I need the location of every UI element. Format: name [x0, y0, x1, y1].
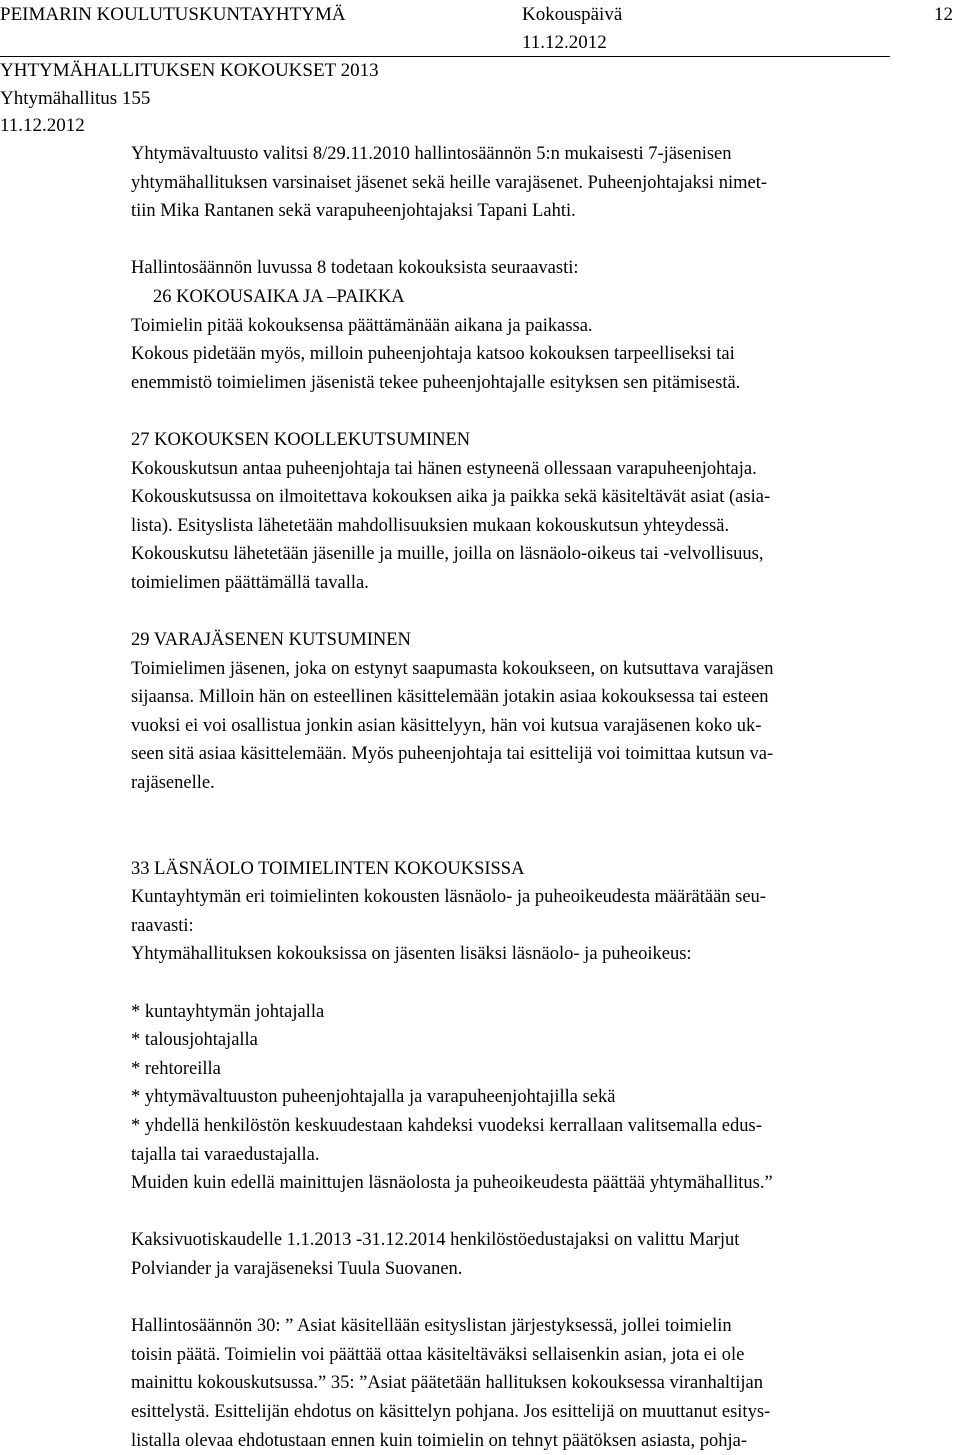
text-line: mainittu kokouskutsussa.” 35: ”Asiat päätetään hallituksen kokouksessa viranhaltijan: [131, 1373, 763, 1394]
text-line: rajäsenelle.: [131, 773, 215, 794]
text-line: Kokous pidetään myös, milloin puheenjohtaja katsoo kokouksen tarpeelliseksi tai: [131, 344, 735, 365]
text-line: Yhtymävaltuusto valitsi 8/29.11.2010 hallintosäännön 5:n mukaisesti 7-jäsenisen: [131, 144, 732, 164]
text-line: Hallintosäännön luvussa 8 todetaan kokouksista seuraavasti:: [131, 258, 579, 279]
text-line: esittelystä. Esittelijän ehdotus on käsittelyn pohjana. Jos esittelijä on muuttanut esitys-: [131, 1401, 771, 1422]
section-heading: 29 VARAJÄSENEN KUTSUMINEN: [131, 630, 411, 651]
paragraph-staff-representative: [131, 1226, 946, 1283]
text-line: lista). Esityslista lähetetään mahdollisuuksien mukaan kokouskutsun yhteydessä.: [131, 515, 730, 536]
document-body: [131, 140, 946, 1455]
text-line: Yhtymähallituksen kokouksissa on jäsenten lisäksi läsnäolo- ja puheoikeus:: [131, 944, 692, 965]
paragraph-substitute: [131, 626, 946, 798]
list-item: * yhdellä henkilöstön keskuudestaan kahdeksi vuodeksi kerrallaan valitsemalla edus-: [131, 1116, 762, 1136]
text-line: raavasti:: [131, 915, 194, 936]
text-line: enemmistö toimielimen jäsenistä tekee puheenjohtajalle esityksen sen pitämisestä.: [131, 372, 741, 393]
paragraph-election: [131, 140, 946, 226]
header-date: 11.12.2012: [522, 32, 607, 53]
list-item: * yhtymävaltuuston puheenjohtajalla ja varapuheenjohtajilla sekä: [131, 1087, 616, 1108]
header-org: PEIMARIN KOULUTUSKUNTAYHTYMÄ: [0, 4, 346, 25]
header-page-number: 12: [934, 4, 953, 25]
header-meetings: YHTYMÄHALLITUKSEN KOKOUKSET 2013: [0, 60, 379, 81]
paragraph-agenda: [131, 1312, 946, 1455]
text-line: Kokouskutsussa on ilmoitettava kokouksen aika ja paikka sekä käsiteltävät asiat (asia-: [131, 487, 771, 508]
paragraph-attendance: [131, 855, 946, 969]
text-line: Kokouskutsun antaa puheenjohtaja tai hänen estyneenä ollessaan varapuheenjohtaja.: [131, 458, 757, 479]
text-line: Kuntayhtymän eri toimielinten kokousten läsnäolo- ja puheoikeudesta määrätään seu-: [131, 887, 766, 908]
paragraph-meeting-time: [131, 254, 946, 397]
list-item: * talousjohtajalla: [131, 1030, 258, 1051]
text-line: Hallintosäännön 30: ” Asiat käsitellään esityslistan järjestyksessä, jollei toimielin: [131, 1316, 732, 1337]
paragraph-convening: [131, 426, 946, 598]
text-line: tiin Mika Rantanen sekä varapuheenjohtajaksi Tapani Lahti.: [131, 201, 576, 222]
header-section: Yhtymähallitus 155: [0, 88, 151, 109]
text-line: yhtymähallituksen varsinaiset jäsenet sekä heille varajäsenet. Puheenjohtajaksi nimet-: [131, 172, 767, 193]
list-item: * rehtoreilla: [131, 1058, 221, 1079]
section-heading: 27 KOKOUKSEN KOOLLEKUTSUMINEN: [131, 429, 471, 450]
list-item: * kuntayhtymän johtajalla: [131, 1001, 325, 1022]
header-rule: [0, 56, 890, 57]
section-heading: 33 LÄSNÄOLO TOIMIELINTEN KOKOUKSISSA: [131, 858, 525, 879]
text-line: Polviander ja varajäseneksi Tuula Suovanen.: [131, 1258, 463, 1279]
list-item: tajalla tai varaedustajalla.: [131, 1144, 320, 1165]
text-line: toisin päätä. Toimielin voi päättää ottaa käsiteltäväksi sellaisenkin asian, jota ei ole: [131, 1344, 745, 1365]
text-line: sijaansa. Milloin hän on esteellinen käsittelemään jotakin asiaa kokouksessa tai esteen: [131, 687, 769, 708]
section-heading: 26 KOKOUSAIKA JA –PAIKKA: [153, 286, 405, 307]
text-line: Toimielimen jäsenen, joka on estynyt saapumasta kokoukseen, on kutsuttava varajäsen: [131, 658, 774, 679]
text-line: vuoksi ei voi osallistua jonkin asian käsittelyyn, hän voi kutsua varajäsenen koko uk-: [131, 715, 762, 736]
header-date-label: Kokouspäivä: [522, 4, 623, 25]
text-line: Kaksivuotiskaudelle 1.1.2013 -31.12.2014 henkilöstöedustajaksi on valittu Marjut: [131, 1230, 740, 1251]
text-line: seen sitä asiaa käsittelemään. Myös puheenjohtaja tai esittelijä voi toimittaa kutsun va-: [131, 744, 774, 765]
header-section-date: 11.12.2012: [0, 115, 85, 136]
text-line: Muiden kuin edellä mainittujen läsnäolosta ja puheoikeudesta päättää yhtymähallitus.”: [131, 1173, 773, 1194]
text-line: Toimielin pitää kokouksensa päättämänään aikana ja paikassa.: [131, 315, 593, 336]
text-line: Kokouskutsu lähetetään jäsenille ja muille, joilla on läsnäolo-oikeus tai -velvollisuus,: [131, 544, 764, 565]
attendance-list: [131, 998, 946, 1198]
text-line: listalla olevaa ehdotustaan ennen kuin toimielin on tehnyt päätöksen asiasta, pohja-: [131, 1430, 747, 1451]
text-line: toimielimen päättämällä tavalla.: [131, 572, 369, 593]
